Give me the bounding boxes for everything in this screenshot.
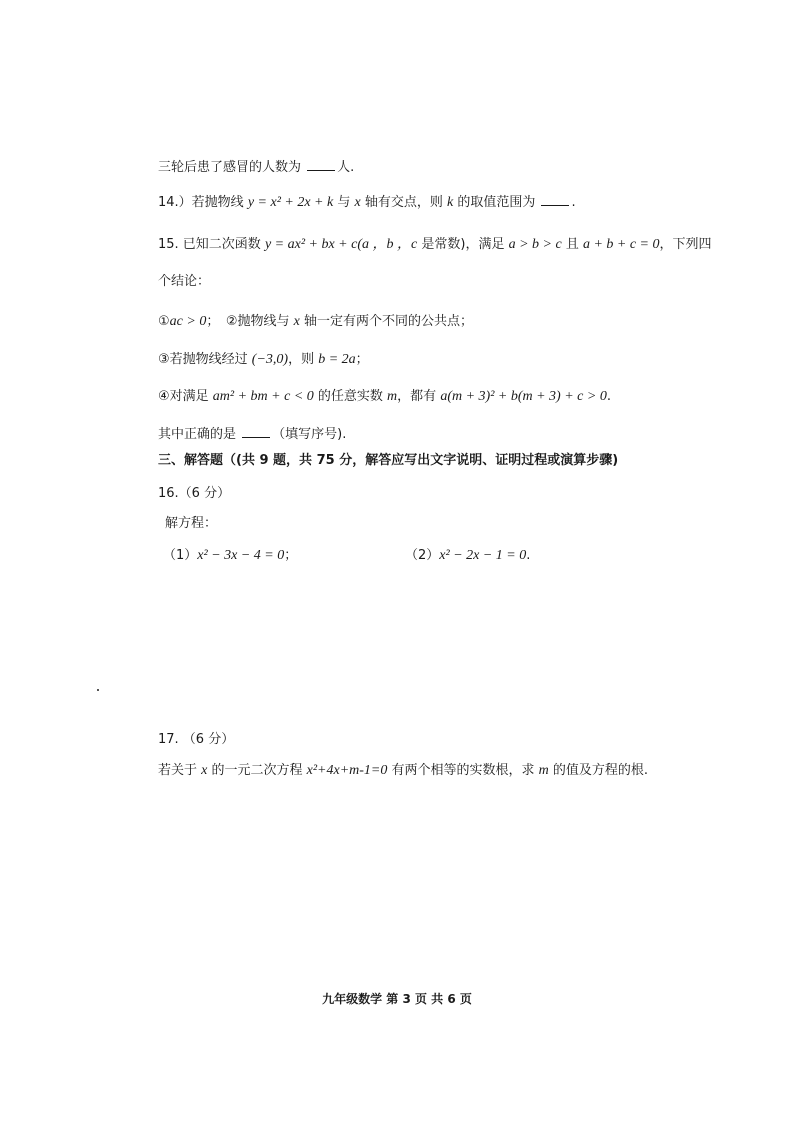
- conclusion-4: ④对满足 am² + bm + c < 0 的任意实数 m，都有 a(m + 3)² + b(m + 3) + c > 0.: [158, 389, 611, 404]
- page-footer: 九年级数学 第 3 页 共 6 页: [322, 992, 472, 1006]
- scan-speck: [97, 689, 99, 691]
- question-17: 17. （6 分）: [158, 732, 235, 747]
- question-16-prompt: 解方程：: [165, 516, 218, 531]
- equation-1: （1）x² − 3x − 4 = 0；: [163, 548, 298, 563]
- question-16: 16.（6 分）: [158, 486, 231, 501]
- question-17-body: 若关于 x 的一元二次方程 x²+4x+m-1=0 有两个相等的实数根，求 m 的值及方程的根.: [158, 763, 649, 778]
- equation-2: （2）x² − 2x − 1 = 0.: [405, 548, 531, 563]
- question-15-cont: 个结论：: [158, 274, 211, 289]
- conclusion-3: ③若抛物线经过 (−3,0)，则 b = 2a；: [158, 352, 369, 367]
- text-line-1: 三轮后患了感冒的人数为 人.: [158, 160, 355, 175]
- answer-blank: [242, 425, 270, 438]
- answer-blank: [541, 193, 569, 206]
- conclusion-1-2: ①ac > 0； ②抛物线与 x 轴一定有两个不同的公共点；: [158, 314, 473, 329]
- answer-blank: [307, 158, 335, 171]
- question-14: 14.）若抛物线 y = x² + 2x + k 与 x 轴有交点，则 k 的取值范围为 .: [158, 195, 576, 210]
- section-3-heading: 三、解答题（(共 9 题，共 75 分，解答应写出文字说明、证明过程或演算步骤): [158, 453, 619, 468]
- question-15: 15. 已知二次函数 y = ax² + bx + c(a ，b ，c 是常数)，满足 a > b > c 且 a + b + c = 0，下列四: [158, 237, 712, 252]
- answer-prompt: 其中正确的是 （填写序号).: [158, 427, 347, 442]
